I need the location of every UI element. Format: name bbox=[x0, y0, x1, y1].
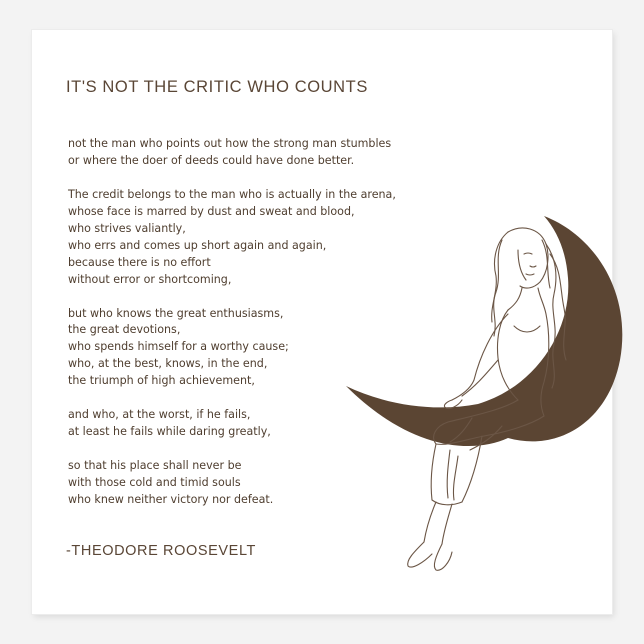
poem-line: not the man who points out how the strong man stumbles bbox=[68, 137, 392, 150]
poem-line: who, at the best, knows, in the end, bbox=[68, 357, 268, 371]
poem-line: but who knows the great enthusiasms, bbox=[68, 306, 284, 320]
poem-line: who knew neither victory nor defeat. bbox=[68, 492, 274, 506]
author-signature: -THEODORE ROOSEVELT bbox=[66, 543, 256, 559]
woman-on-moon-icon bbox=[332, 210, 632, 590]
poem-line: who spends himself for a worthy cause; bbox=[68, 340, 289, 354]
poem-line: with those cold and timid souls bbox=[68, 476, 241, 489]
poem-line: The credit belongs to the man who is actually in the arena, bbox=[68, 187, 396, 201]
poem-line: whose face is marred by dust and sweat and blood, bbox=[68, 204, 355, 218]
poem-line: without error or shortcoming, bbox=[68, 272, 232, 286]
poem-title: IT'S NOT THE CRITIC WHO COUNTS bbox=[66, 78, 368, 96]
stanza-1 bbox=[68, 136, 428, 170]
poem-line: or where the doer of deeds could have done better. bbox=[68, 153, 355, 167]
poem-line: who errs and comes up short again and again, bbox=[68, 238, 327, 252]
crescent-moon-shape bbox=[346, 216, 622, 446]
poem-line: at least he fails while daring greatly, bbox=[68, 425, 271, 439]
poster-print bbox=[32, 30, 612, 614]
poem-line: who strives valiantly, bbox=[68, 221, 186, 235]
poem-line: so that his place shall never be bbox=[68, 459, 242, 473]
poem-line: the great devotions, bbox=[68, 323, 181, 337]
poem-line: the triumph of high achievement, bbox=[68, 374, 255, 388]
poem-line: because there is no effort bbox=[68, 255, 211, 269]
poem-line: and who, at the worst, if he fails, bbox=[68, 408, 251, 422]
